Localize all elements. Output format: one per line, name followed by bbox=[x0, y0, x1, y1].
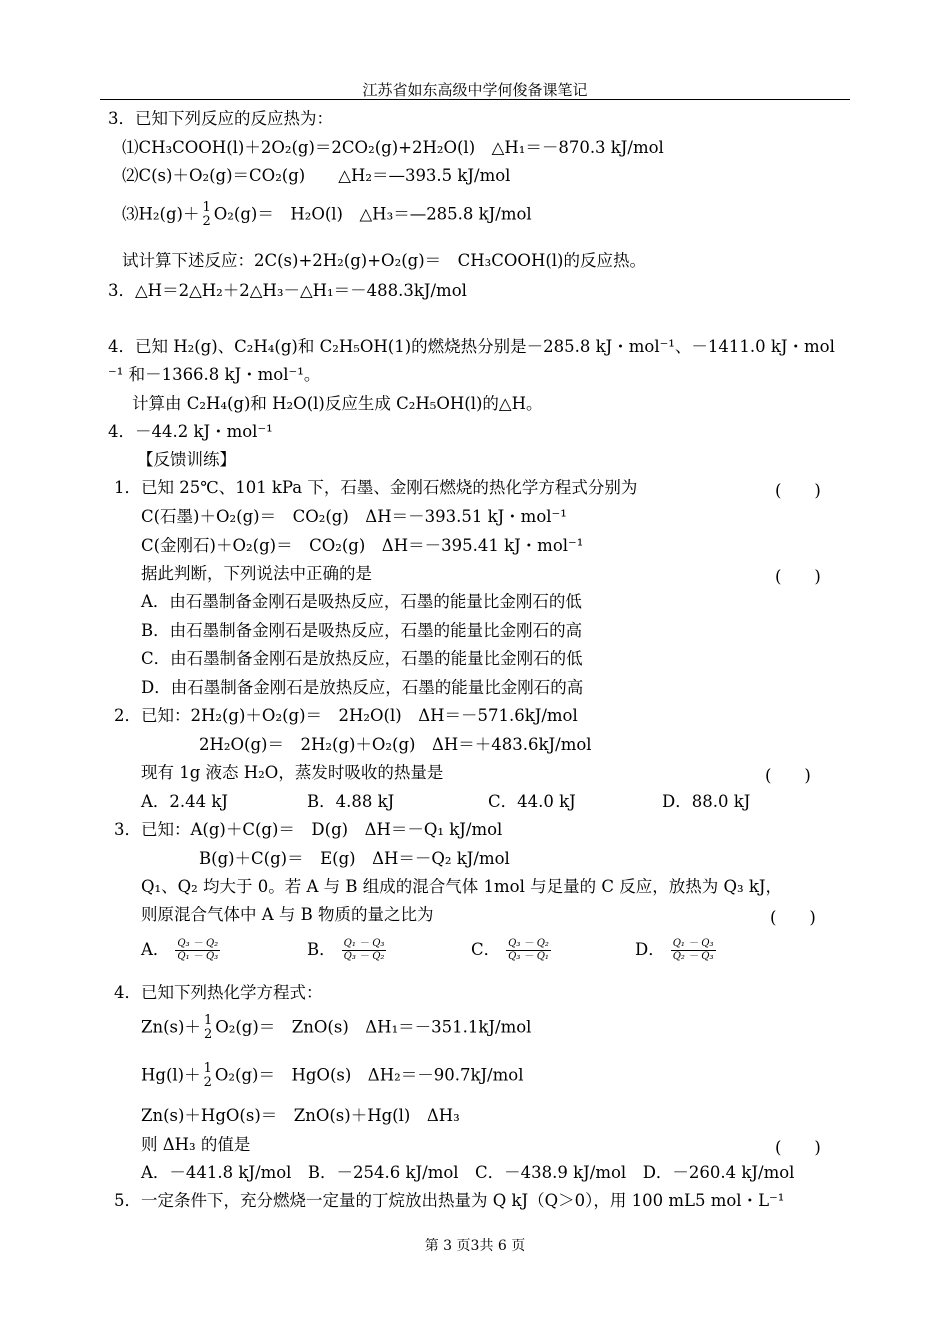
fb3-option-d: D． $\frac{\text{Q₁ － Q₃}}{\text{Q₂ － Q₃}}$ bbox=[635, 938, 714, 962]
fb1-option-c: C．由石墨制备金刚石是放热反应，石墨的能量比金刚石的低 bbox=[141, 649, 583, 668]
fb3-line-4: 则原混合气体中 A 与 B 物质的量之比为 bbox=[141, 905, 434, 924]
q3-intro: 3．已知下列反应的反应热为： bbox=[108, 109, 333, 128]
fb3-line-3: Q₁、Q₂ 均大于 0。若 A 与 B 组成的混合气体 1mol 与足量的 C 反应，放热为 Q₃ kJ， bbox=[141, 877, 782, 896]
q3-reaction-1: ⑴CH₃COOH(l)＋2O₂(g)＝2CO₂(g)+2H₂O(l) △H₁＝－870.3 kJ/mol bbox=[122, 138, 664, 157]
page-footer: 第 3 页3共 6 页 bbox=[424, 1238, 526, 1254]
fb3-option-c: C． $\frac{\text{Q₃ － Q₂}}{\text{Q₃ － Q₁}}$ bbox=[471, 938, 549, 962]
fb1-option-b: B．由石墨制备金刚石是吸热反应，石墨的能量比金刚石的高 bbox=[141, 621, 583, 640]
fb1-eq-1: C(石墨)＋O₂(g)＝ CO₂(g) ΔH＝－393.51 kJ・mol⁻¹ bbox=[141, 507, 567, 526]
q3-reaction-3-post: O₂(g)＝ H₂O(l) △H₃＝—285.8 kJ/mol bbox=[213, 204, 532, 224]
fb1-answer-blank-2: ( ) bbox=[775, 567, 821, 586]
fb3-option-a: A． $\frac{\text{Q₃ － Q₂}}{\text{Q₁ － Q₃}}$ bbox=[141, 938, 219, 962]
q4-line-1: 4．已知 H₂(g)、C₂H₄(g)和 C₂H₅OH(1)的燃烧热分别是－285.8 kJ・mol⁻¹、－1411.0 kJ・mol bbox=[108, 337, 835, 356]
fb4-eq-2: Hg(l)＋ 1 2 O₂(g)＝ HgO(s) ΔH₂＝－90.7kJ/mol bbox=[141, 1061, 524, 1090]
fb4-eq-1-half: 1 2 bbox=[203, 1013, 213, 1042]
fb3-answer-blank: ( ) bbox=[770, 908, 816, 927]
page-header: 江苏省如东高级中学何俊备课笔记 bbox=[362, 81, 588, 99]
feedback-title: 【反馈训练】 bbox=[137, 450, 236, 469]
fb3-eq-1: 3．已知：A(g)＋C(g)＝ D(g) ΔH＝－Q₁ kJ/mol bbox=[114, 820, 503, 839]
fb4-intro: 4．已知下列热化学方程式： bbox=[114, 983, 323, 1002]
fb3-option-c-fraction: $\frac{\text{Q₃ － Q₂}}{\text{Q₃ － Q₁}}$ bbox=[508, 938, 549, 962]
q3-reaction-2: ⑵C(s)＋O₂(g)＝CO₂(g) △H₂＝—393.5 kJ/mol bbox=[122, 166, 511, 185]
q3-answer: 3．△H＝2△H₂＋2△H₃－△H₁＝－488.3kJ/mol bbox=[108, 281, 467, 300]
half-fraction: 1 2 bbox=[202, 200, 211, 229]
fb2-ask: 现有 1g 液态 H₂O，蒸发时吸收的热量是 bbox=[141, 763, 444, 782]
fb4-answer-blank: ( ) bbox=[775, 1138, 821, 1157]
fb3-option-b: B． $\frac{\text{Q₁ － Q₃}}{\text{Q₃ － Q₂}}$ bbox=[307, 938, 385, 962]
fb5-line: 5．一定条件下，充分燃烧一定量的丁烷放出热量为 Q kJ（Q＞0），用 100 mL5 mol・L⁻¹ bbox=[114, 1191, 785, 1210]
fb4-options: A．－441.8 kJ/mol B．－254.6 kJ/mol C．－438.9 kJ/mol D．－260.4 kJ/mol bbox=[141, 1163, 795, 1182]
fb3-option-d-fraction: $\frac{\text{Q₁ － Q₃}}{\text{Q₂ － Q₃}}$ bbox=[672, 938, 714, 962]
fb2-option-b: B．4.88 kJ bbox=[307, 792, 395, 811]
fb3-option-a-fraction: $\frac{\text{Q₃ － Q₂}}{\text{Q₁ － Q₃}}$ bbox=[177, 938, 219, 962]
fb2-option-a: A．2.44 kJ bbox=[141, 792, 229, 811]
fb2-eq-2: 2H₂O(g)＝ 2H₂(g)＋O₂(g) ΔH＝＋483.6kJ/mol bbox=[199, 735, 592, 754]
fb1-option-d: D．由石墨制备金刚石是放热反应，石墨的能量比金刚石的高 bbox=[141, 678, 584, 697]
q4-line-3: 计算由 C₂H₄(g)和 H₂O(l)反应生成 C₂H₅OH(l)的△H。 bbox=[132, 394, 543, 413]
q3-calc: 试计算下述反应：2C(s)+2H₂(g)+O₂(g)＝ CH₃COOH(l)的反应热。 bbox=[122, 251, 646, 270]
fb3-eq-2: B(g)＋C(g)＝ E(g) ΔH＝－Q₂ kJ/mol bbox=[199, 849, 510, 868]
fb3-option-b-fraction: $\frac{\text{Q₁ － Q₃}}{\text{Q₃ － Q₂}}$ bbox=[343, 938, 385, 962]
fb1-ask: 据此判断，下列说法中正确的是 bbox=[141, 564, 372, 583]
fb4-eq-3: Zn(s)＋HgO(s)＝ ZnO(s)＋Hg(l) ΔH₃ bbox=[141, 1106, 460, 1125]
fb1-option-a: A．由石墨制备金刚石是吸热反应，石墨的能量比金刚石的低 bbox=[141, 592, 582, 611]
fb2-eq-1: 2．已知：2H₂(g)＋O₂(g)＝ 2H₂O(l) ΔH＝－571.6kJ/mol bbox=[114, 706, 578, 725]
q3-reaction-3-pre: ⑶H₂(g)＋ bbox=[122, 204, 200, 224]
q4-answer: 4．－44.2 kJ・mol⁻¹ bbox=[108, 422, 273, 441]
fb2-answer-blank: ( ) bbox=[765, 766, 811, 785]
q3-reaction-3 bbox=[122, 201, 532, 229]
fb4-ask: 则 ΔH₃ 的值是 bbox=[141, 1135, 251, 1154]
fb2-option-d: D．88.0 kJ bbox=[662, 792, 751, 811]
fb1-eq-2: C(金刚石)＋O₂(g)＝ CO₂(g) ΔH＝－395.41 kJ・mol⁻¹ bbox=[141, 536, 584, 555]
fb2-option-c: C．44.0 kJ bbox=[488, 792, 576, 811]
fb4-eq-2-half: 1 2 bbox=[203, 1061, 212, 1090]
fb4-eq-1: Zn(s)＋ 1 2 O₂(g)＝ ZnO(s) ΔH₁＝－351.1kJ/mol bbox=[141, 1013, 532, 1042]
fb1-stem: 1．已知 25℃、101 kPa 下，石墨、金刚石燃烧的热化学方程式分别为 bbox=[114, 478, 638, 497]
fb1-answer-blank-1: ( ) bbox=[775, 481, 821, 500]
header-rule bbox=[100, 99, 850, 100]
q4-line-2: ⁻¹ 和－1366.8 kJ・mol⁻¹。 bbox=[108, 365, 321, 384]
